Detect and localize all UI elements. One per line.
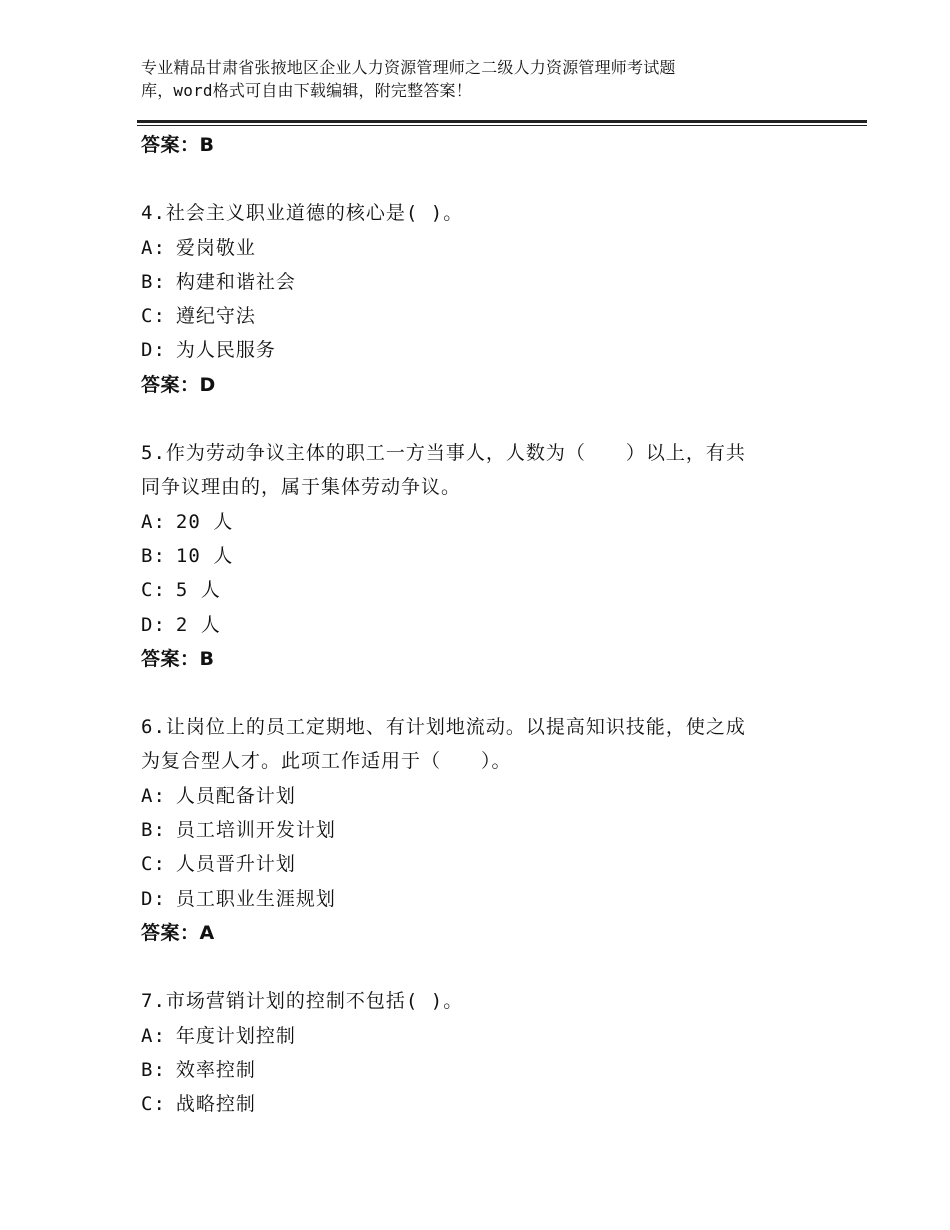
- option-c: [141, 847, 821, 881]
- page-header: [141, 56, 821, 102]
- option-text: 人员晋升计划: [175, 853, 296, 876]
- option-a: [141, 231, 821, 265]
- option-key: A:: [141, 236, 166, 259]
- option-key: C:: [141, 1093, 166, 1116]
- option-text: 20 人: [175, 510, 234, 533]
- option-key: D:: [141, 887, 166, 910]
- option-b: [141, 813, 821, 847]
- option-key: D:: [141, 613, 166, 636]
- option-key: D:: [141, 339, 166, 362]
- question-stem-line-2: 同争议理由的，属于集体劳动争议。: [141, 476, 462, 499]
- header-rule-thick: [137, 120, 867, 123]
- option-c: [141, 573, 821, 607]
- option-d: [141, 608, 821, 642]
- question-4: [141, 196, 821, 402]
- question-stem-line-1: 5.作为劳动争议主体的职工一方当事人，人数为（ ）以上，有共: [141, 442, 746, 465]
- answer: 答案：D: [141, 373, 216, 396]
- answer: 答案：A: [141, 921, 215, 944]
- option-key: C:: [141, 305, 166, 328]
- option-b: [141, 265, 821, 299]
- option-c: [141, 299, 821, 333]
- option-key: B:: [141, 270, 166, 293]
- option-text: 为人民服务: [175, 339, 276, 362]
- option-a: [141, 779, 821, 813]
- option-d: [141, 333, 821, 367]
- header-line-1: 专业精品甘肃省张掖地区企业人力资源管理师之二级人力资源管理师考试题: [141, 58, 676, 77]
- option-text: 人员配备计划: [175, 784, 296, 807]
- answer: 答案：B: [141, 647, 215, 670]
- option-text: 爱岗敬业: [175, 236, 256, 259]
- header-line-2: 库，word格式可自由下载编辑，附完整答案！: [141, 81, 472, 100]
- option-key: A:: [141, 784, 166, 807]
- question-5: [141, 436, 821, 676]
- option-text: 构建和谐社会: [175, 270, 296, 293]
- option-text: 2 人: [175, 613, 221, 636]
- question-stem-line-1: 6.让岗位上的员工定期地、有计划地流动。以提高知识技能，使之成: [141, 716, 746, 739]
- option-d: [141, 882, 821, 916]
- option-text: 战略控制: [175, 1093, 256, 1116]
- spacer: [141, 162, 821, 196]
- question-7: [141, 984, 821, 1121]
- option-key: C:: [141, 579, 166, 602]
- option-b: [141, 1053, 821, 1087]
- option-text: 遵纪守法: [175, 305, 256, 328]
- question-stem: 4.社会主义职业道德的核心是( )。: [141, 202, 464, 225]
- option-key: B:: [141, 819, 166, 842]
- question-list: [141, 128, 821, 1121]
- option-key: A:: [141, 510, 166, 533]
- option-text: 10 人: [175, 544, 234, 567]
- option-text: 效率控制: [175, 1058, 256, 1081]
- question-stem: 7.市场营销计划的控制不包括( )。: [141, 990, 464, 1013]
- spacer: [141, 676, 821, 710]
- option-text: 5 人: [175, 579, 221, 602]
- spacer: [141, 402, 821, 436]
- option-a: [141, 1019, 821, 1053]
- question-stem-line-2: 为复合型人才。此项工作适用于（ ）。: [141, 750, 512, 773]
- answer-prev: 答案：B: [141, 134, 215, 156]
- option-text: 年度计划控制: [175, 1024, 296, 1047]
- option-c: [141, 1087, 821, 1121]
- spacer: [141, 950, 821, 984]
- option-text: 员工职业生涯规划: [175, 887, 336, 910]
- header-rule-thin: [137, 125, 867, 126]
- option-key: C:: [141, 853, 166, 876]
- option-a: [141, 505, 821, 539]
- option-key: A:: [141, 1024, 166, 1047]
- option-key: B:: [141, 1058, 166, 1081]
- question-6: [141, 710, 821, 950]
- option-key: B:: [141, 544, 166, 567]
- option-text: 员工培训开发计划: [175, 819, 336, 842]
- option-b: [141, 539, 821, 573]
